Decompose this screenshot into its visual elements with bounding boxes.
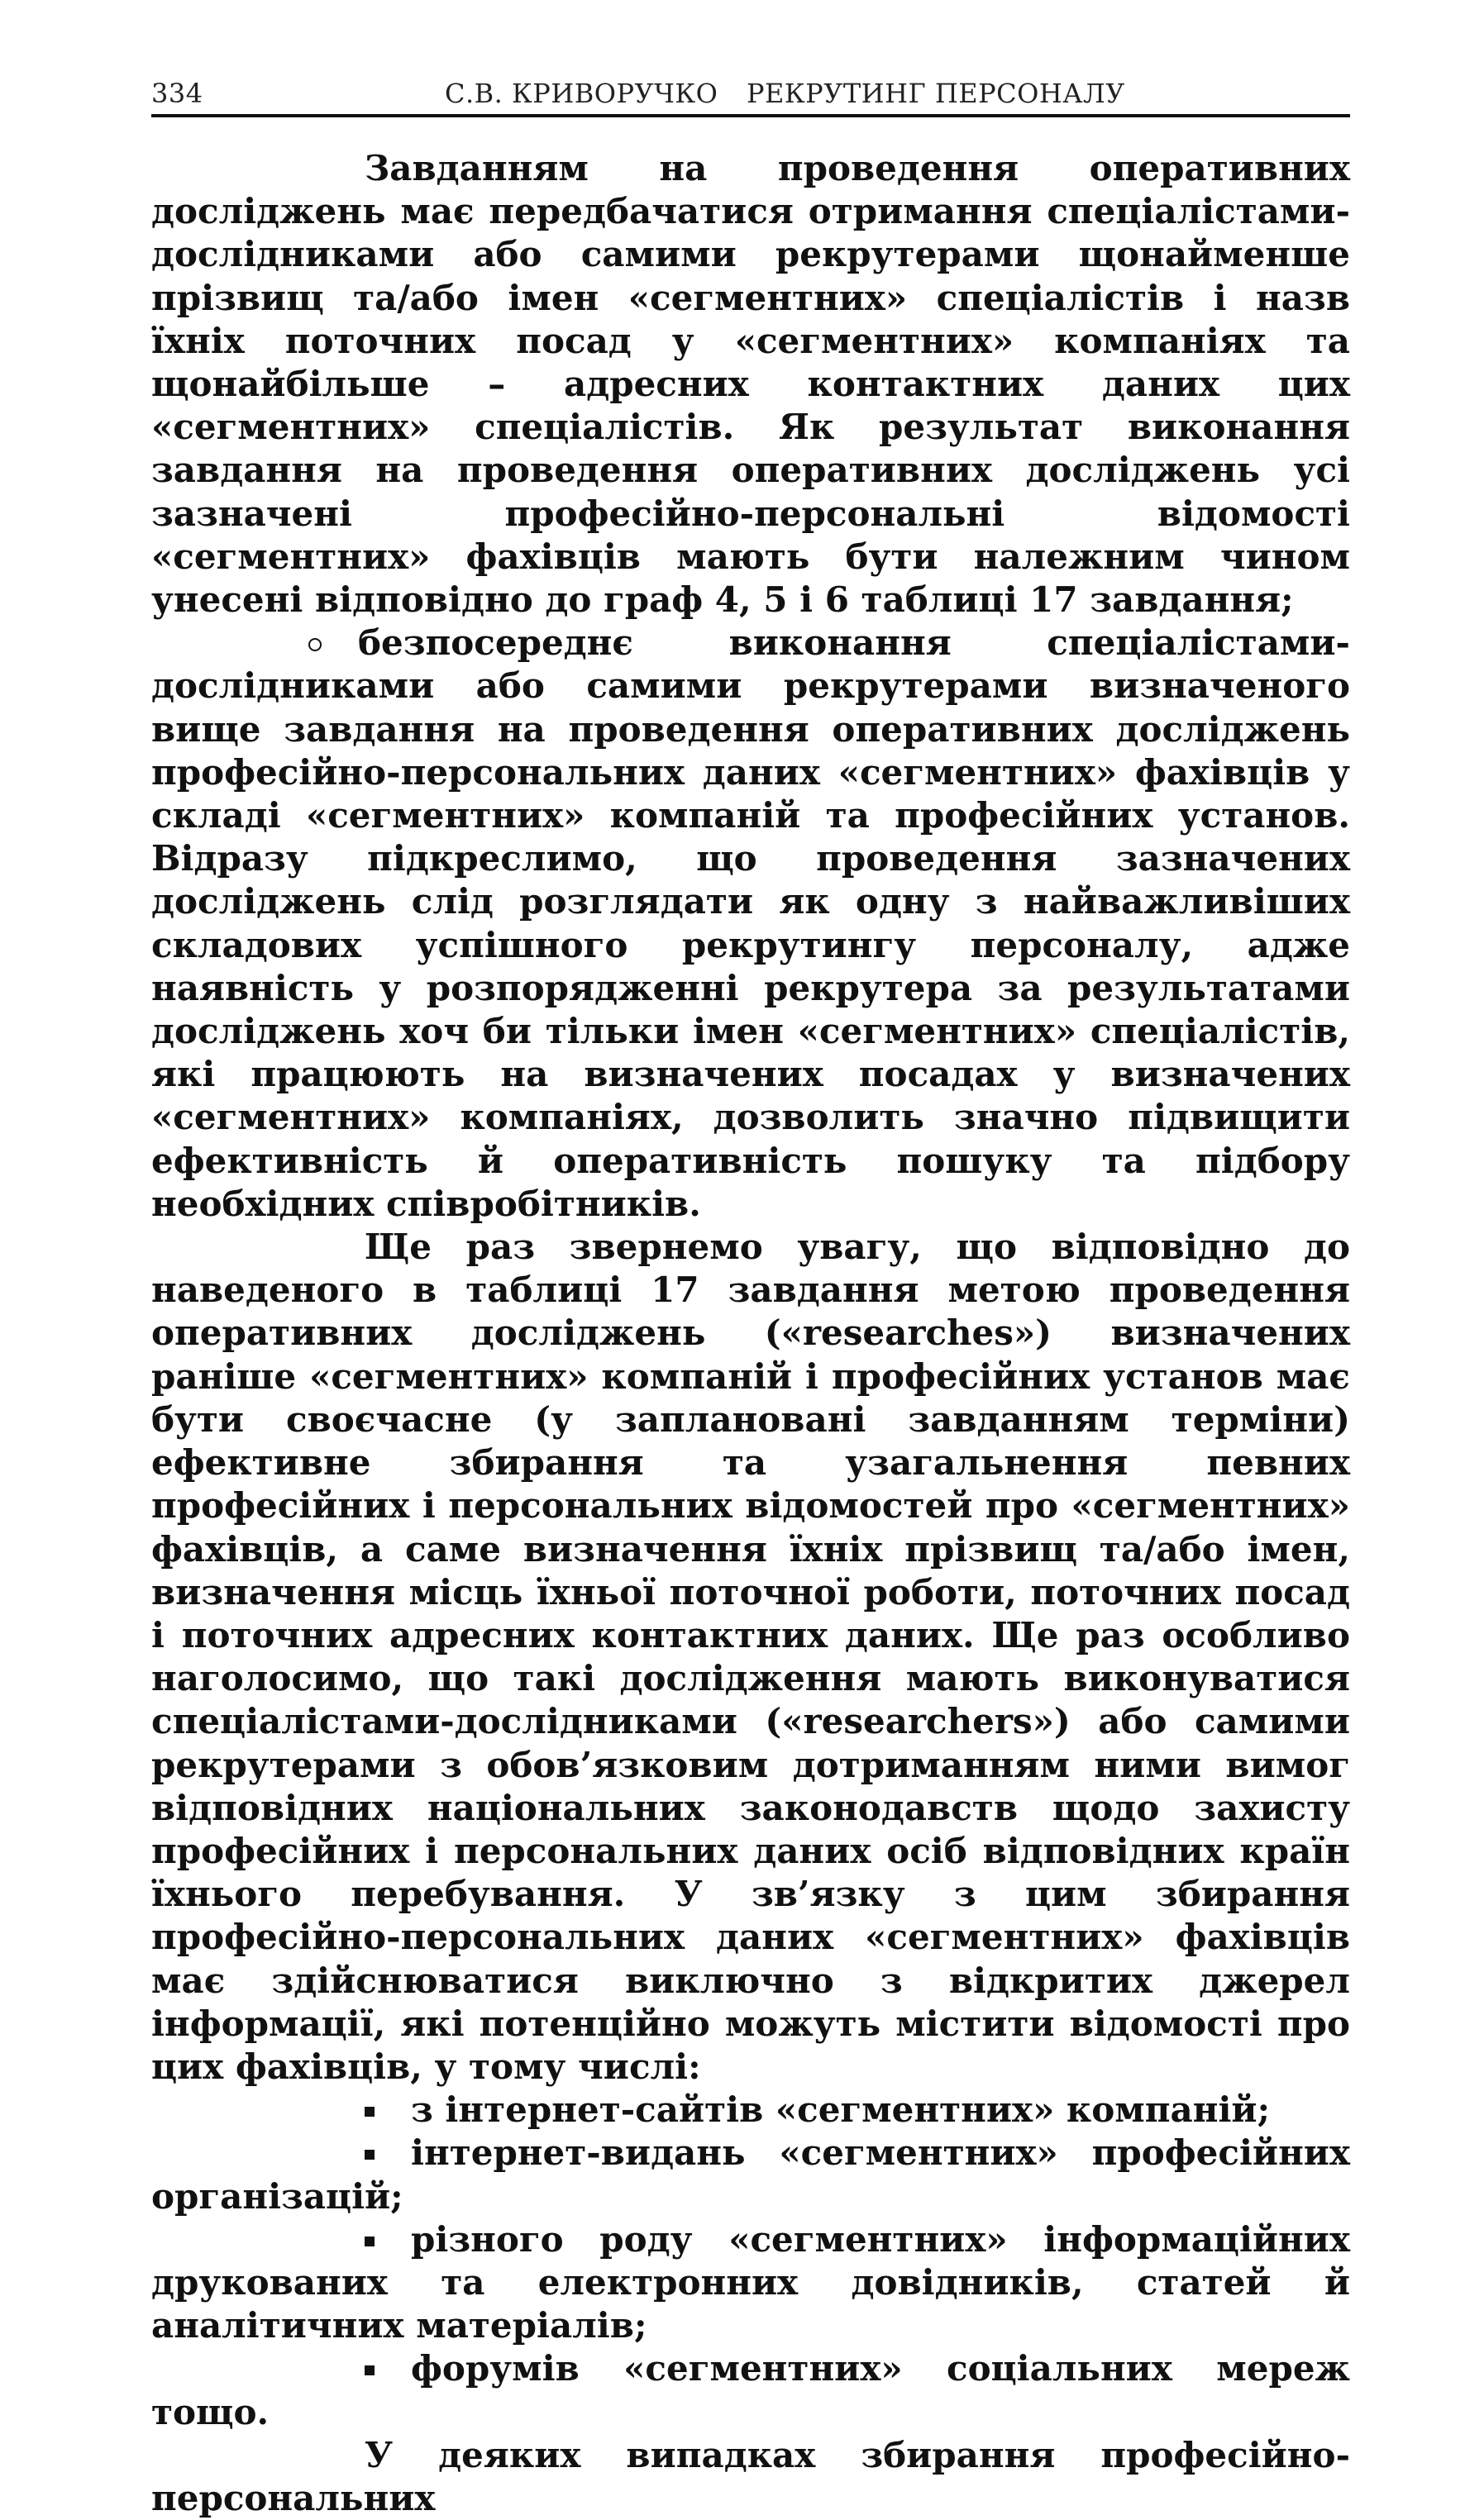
- running-head-title: РЕКРУТИНГ ПЕРСОНАЛУ: [747, 78, 1125, 109]
- paragraph-1: Завданням на проведення оперативних досліджень має передбачатися отримання спеціалістами-дослідниками або самими рекрутерами щонайменше прізвищ та/або імен «сегментних» спеціалістів і назв їхніх поточних посад у «сегментних» компаніях та щонайбільше – адресних контактних даних цих «сегментних» спеціалістів. Як результат виконання завдання на проведення оперативних досліджень усі зазначені професійно-персональні відомості «сегментних» фахівців мають бути належним чином унесені відповідно до граф 4, 5 і 6 таблиці 17 завдання;: [151, 148, 1350, 621]
- list-item-2: [151, 2132, 1350, 2218]
- square-bullet-icon: [365, 2237, 375, 2246]
- running-head-author: С.В. КРИВОРУЧКО: [445, 78, 718, 109]
- paragraph-2: безпосереднє виконання спеціалістами-дослідниками або самими рекрутерами визначеного вище завдання на проведення оперативних досліджень професійно-персональних даних «сегментних» фахівців у складі «сегментних» компаній та професійних установ. Відразу підкреслимо, що проведення зазначених досліджень слід розглядати як одну з найважливіших складових успішного рекрутингу персоналу, адже наявність у розпорядженні рекрутера за результатами досліджень хоч би тільки імен «сегментних» спеціалістів, які працюють на визначених посадах у визначених «сегментних» компаніях, дозволить значно підвищити ефективність й оперативність пошуку та підбору необхідних співробітників.: [151, 622, 1350, 1224]
- body-text: [151, 147, 1350, 2520]
- square-bullet-icon: [365, 2150, 375, 2160]
- list-item-4: [151, 2347, 1350, 2433]
- list-item-3: [151, 2218, 1350, 2348]
- paragraph-4: У деяких випадках збирання професійно-персональних: [151, 2434, 1350, 2518]
- running-head: [151, 73, 1350, 114]
- square-bullet-icon: [365, 2107, 375, 2117]
- list-item-circle: [151, 622, 1350, 1226]
- list-item-4-text: форумів «сегментних» соціальних мереж тощо.: [151, 2348, 1350, 2432]
- list-item-1: [151, 2089, 1350, 2132]
- list-item-1-text: з інтернет-сайтів «сегментних» компаній;: [411, 2089, 1271, 2131]
- page-number: 334: [151, 78, 203, 109]
- header-rule: [151, 114, 1350, 117]
- circle-bullet-icon: [308, 638, 322, 651]
- square-bullet-icon: [365, 2365, 375, 2375]
- paragraph-3: Ще раз звернемо увагу, що відповідно до наведеного в таблиці 17 завдання метою проведення оперативних досліджень («researches») визначених раніше «сегментних» компаній і професійних установ має бути своєчасне (у заплановані завданням терміни) ефективне збирання та узагальнення певних професійних і персональних відомостей про «сегментних» фахівців, а саме визначення їхніх прізвищ та/або імен, визначення місць їхньої поточної роботи, поточних посад і поточних адресних контактних даних. Ще раз особливо наголосимо, що такі дослідження мають виконуватися спеціалістами-дослідниками («researchers») або самими рекрутерами з обов’язковим дотриманням ними вимог відповідних національних законодавств щодо захисту професійних і персональних даних осіб відповідних країн їхнього перебування. У зв’язку з цим збирання професійно-персональних даних «сегментних» фахівців має здійснюватися виключно з відкритих джерел інформації, які потенційно можуть містити відомості про цих фахівців, у тому числі:: [151, 1227, 1350, 2087]
- list-item-2-text: інтернет-видань «сегментних» професійних організацій;: [151, 2132, 1350, 2217]
- list-item-3-text: різного роду «сегментних» інформаційних друкованих та електронних довідників, статей й аналітичних матеріалів;: [151, 2218, 1350, 2346]
